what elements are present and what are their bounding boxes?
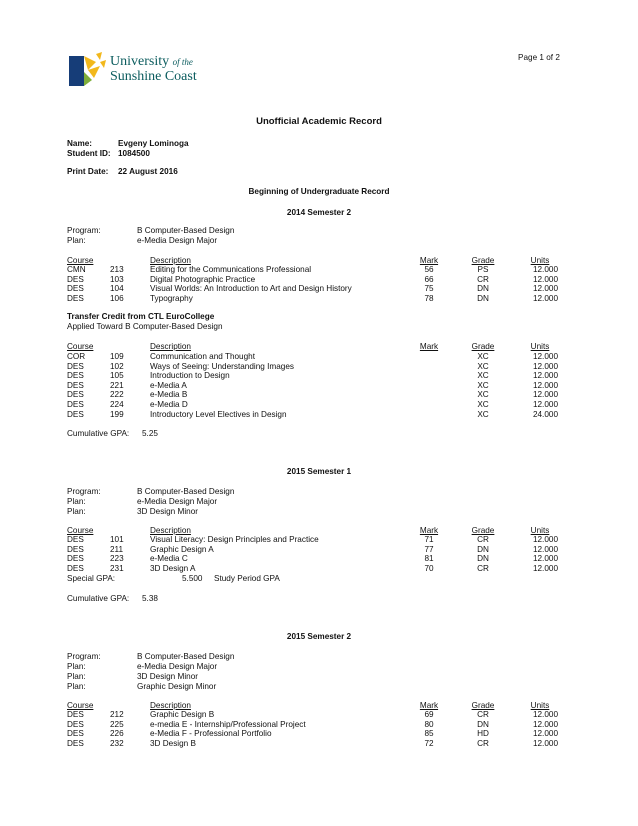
course-number: 199 — [110, 409, 124, 419]
course-subject: DES — [67, 390, 84, 400]
name-value: Evgeny Lominoga — [118, 139, 189, 148]
course-mark: 75 — [424, 284, 434, 294]
course-description: Visual Literacy: Design Principles and Practice — [150, 535, 319, 544]
course-units: 12.000 — [532, 400, 558, 409]
course-grade: XC — [477, 409, 489, 419]
course-number: 224 — [110, 400, 124, 409]
col-description: Description — [150, 701, 191, 710]
course-units: 12.000 — [532, 265, 558, 274]
print-date-value: 22 August 2016 — [118, 167, 178, 176]
course-mark: 56 — [424, 265, 434, 274]
course-description: Communication and Thought — [150, 352, 255, 361]
course-subject: DES — [67, 710, 84, 719]
plan-label: Plan: — [67, 236, 86, 245]
course-subject: COR — [67, 352, 86, 361]
course-number: 221 — [110, 380, 124, 390]
course-subject: DES — [67, 535, 84, 544]
course-subject: DES — [67, 409, 84, 419]
col-mark: Mark — [419, 526, 439, 535]
course-mark: 81 — [424, 554, 434, 564]
table-row — [0, 294, 638, 304]
course-units: 12.000 — [532, 352, 558, 361]
program-value: B Computer-Based Design — [137, 652, 235, 661]
course-subject: DES — [67, 293, 84, 303]
course-description: Editing for the Communications Professional — [150, 265, 312, 274]
course-subject: DES — [67, 729, 84, 739]
course-units: 12.000 — [532, 710, 558, 719]
course-units: 24.000 — [532, 409, 558, 419]
plan-label: Plan: — [67, 682, 86, 691]
col-description: Description — [150, 526, 191, 535]
table-row — [0, 284, 638, 294]
course-mark: 77 — [424, 544, 434, 554]
course-subject: DES — [67, 371, 84, 381]
page-number: Page 1 of 2 — [518, 53, 560, 62]
course-units: 12.000 — [532, 544, 558, 554]
course-description: 3D Design B — [150, 738, 196, 748]
course-subject: CMN — [67, 265, 86, 274]
course-grade: CR — [477, 535, 489, 544]
table-row — [0, 710, 638, 720]
program-value: B Computer-Based Design — [137, 487, 235, 496]
course-units: 12.000 — [532, 361, 558, 371]
course-description: Digital Photographic Practice — [150, 274, 256, 284]
table-row — [0, 371, 638, 381]
table-row — [0, 410, 638, 420]
semester-title: 2015 Semester 1 — [286, 467, 352, 476]
course-units: 12.000 — [532, 284, 558, 294]
course-description: e-media E - Internship/Professional Project — [150, 719, 306, 729]
col-course: Course — [67, 701, 94, 710]
course-number: 231 — [110, 563, 124, 573]
course-units: 12.000 — [532, 554, 558, 564]
program-label: Program: — [67, 487, 101, 496]
course-number: 106 — [110, 293, 124, 303]
course-grade: CR — [477, 710, 489, 719]
course-number: 109 — [110, 352, 124, 361]
course-units: 12.000 — [532, 293, 558, 303]
col-mark: Mark — [419, 256, 439, 265]
table-row — [0, 720, 638, 730]
course-mark: 69 — [424, 710, 434, 719]
col-grade: Grade — [471, 526, 495, 535]
course-number: 226 — [110, 729, 124, 739]
plan-label: Plan: — [67, 672, 86, 681]
col-course: Course — [67, 256, 94, 265]
special-gpa-label: Special GPA: — [67, 574, 116, 583]
course-number: 225 — [110, 719, 124, 729]
course-number: 101 — [110, 535, 124, 544]
logo-line2: Sunshine Coast — [110, 69, 197, 84]
course-units: 12.000 — [532, 380, 558, 390]
course-grade: XC — [477, 361, 489, 371]
semester-title: 2015 Semester 2 — [286, 632, 352, 641]
course-units: 12.000 — [532, 371, 558, 381]
name-label: Name: — [67, 139, 93, 148]
course-mark: 66 — [424, 274, 434, 284]
course-description: Graphic Design A — [150, 544, 214, 554]
col-grade: Grade — [471, 342, 495, 351]
logo-line1-small: of the — [172, 57, 193, 67]
table-row — [0, 545, 638, 555]
course-subject: DES — [67, 274, 84, 284]
course-description: Typography — [150, 293, 193, 303]
course-mark: 70 — [424, 563, 434, 573]
course-units: 12.000 — [532, 390, 558, 400]
cumulative-gpa-value: 5.38 — [142, 594, 158, 603]
semester-title: 2014 Semester 2 — [286, 208, 352, 217]
col-units: Units — [530, 526, 550, 535]
course-subject: DES — [67, 719, 84, 729]
course-mark: 71 — [424, 535, 434, 544]
course-description: e-Media D — [150, 400, 188, 409]
course-grade: HD — [477, 729, 489, 739]
sunshine-logo-icon — [66, 52, 110, 88]
course-number: 222 — [110, 390, 124, 400]
course-units: 12.000 — [532, 738, 558, 748]
cumulative-gpa-label: Cumulative GPA: — [67, 594, 130, 603]
course-number: 212 — [110, 710, 124, 719]
col-description: Description — [150, 342, 191, 351]
course-subject: DES — [67, 738, 84, 748]
course-grade: XC — [477, 400, 489, 409]
plan-value: e-Media Design Major — [137, 497, 218, 506]
program-label: Program: — [67, 652, 101, 661]
col-description: Description — [150, 256, 191, 265]
print-date-label: Print Date: — [67, 167, 109, 176]
record-heading: Beginning of Undergraduate Record — [248, 187, 390, 196]
program-value: B Computer-Based Design — [137, 226, 235, 235]
course-mark: 78 — [424, 293, 434, 303]
table-row — [0, 265, 638, 275]
table-row — [0, 352, 638, 362]
course-mark: 72 — [424, 738, 434, 748]
course-subject: DES — [67, 284, 84, 294]
transfer-title: Transfer Credit from CTL EuroCollege — [67, 312, 215, 321]
course-description: Visual Worlds: An Introduction to Art and Design History — [150, 284, 352, 294]
col-units: Units — [530, 342, 550, 351]
course-grade: DN — [477, 293, 489, 303]
university-logo — [66, 50, 196, 90]
course-number: 103 — [110, 274, 124, 284]
course-mark: 85 — [424, 729, 434, 739]
course-number: 211 — [110, 544, 124, 554]
plan-label: Plan: — [67, 507, 86, 516]
transfer-subtitle: Applied Toward B Computer-Based Design — [67, 322, 223, 331]
course-grade: XC — [477, 352, 489, 361]
course-mark: 80 — [424, 719, 434, 729]
course-number: 102 — [110, 361, 124, 371]
program-label: Program: — [67, 226, 101, 235]
course-number: 223 — [110, 554, 124, 564]
course-description: e-Media F - Professional Portfolio — [150, 729, 272, 739]
course-subject: DES — [67, 563, 84, 573]
course-grade: XC — [477, 390, 489, 400]
course-grade: DN — [477, 544, 489, 554]
course-description: e-Media C — [150, 554, 188, 564]
course-units: 12.000 — [532, 729, 558, 739]
special-gpa-note: Study Period GPA — [214, 574, 280, 583]
plan-label: Plan: — [67, 662, 86, 671]
col-mark: Mark — [419, 342, 439, 351]
col-units: Units — [530, 701, 550, 710]
col-grade: Grade — [471, 701, 495, 710]
table-row — [0, 564, 638, 574]
table-row — [0, 381, 638, 391]
course-description: e-Media B — [150, 390, 188, 400]
col-course: Course — [67, 342, 94, 351]
table-row — [0, 554, 638, 564]
col-course: Course — [67, 526, 94, 535]
plan-value: 3D Design Minor — [137, 507, 198, 516]
course-units: 12.000 — [532, 563, 558, 573]
table-row — [0, 275, 638, 285]
course-number: 213 — [110, 265, 124, 274]
logo-line1: University — [110, 54, 170, 69]
course-grade: DN — [477, 719, 489, 729]
course-grade: CR — [477, 563, 489, 573]
table-row — [0, 400, 638, 410]
special-gpa-value: 5.500 — [182, 574, 203, 583]
course-grade: XC — [477, 380, 489, 390]
col-units: Units — [530, 256, 550, 265]
plan-label: Plan: — [67, 497, 86, 506]
course-number: 105 — [110, 371, 124, 381]
plan-value: e-Media Design Major — [137, 236, 218, 245]
table-row — [0, 739, 638, 749]
course-description: e-Media A — [150, 380, 187, 390]
course-grade: DN — [477, 554, 489, 564]
course-description: Graphic Design B — [150, 710, 215, 719]
column-header-row — [0, 342, 638, 352]
col-grade: Grade — [471, 256, 495, 265]
course-subject: DES — [67, 554, 84, 564]
course-grade: PS — [477, 265, 489, 274]
course-description: Introductory Level Electives in Design — [150, 409, 287, 419]
course-grade: CR — [477, 274, 489, 284]
course-description: Ways of Seeing: Understanding Images — [150, 361, 294, 371]
course-number: 104 — [110, 284, 124, 294]
table-row — [0, 729, 638, 739]
course-units: 12.000 — [532, 719, 558, 729]
course-subject: DES — [67, 380, 84, 390]
course-number: 232 — [110, 738, 124, 748]
cumulative-gpa-label: Cumulative GPA: — [67, 429, 130, 438]
plan-value: e-Media Design Major — [137, 662, 218, 671]
student-id-value: 1084500 — [118, 149, 150, 158]
course-description: 3D Design A — [150, 563, 196, 573]
course-grade: DN — [477, 284, 489, 294]
cumulative-gpa-value: 5.25 — [142, 429, 158, 438]
course-units: 12.000 — [532, 535, 558, 544]
table-row — [0, 362, 638, 372]
table-row — [0, 390, 638, 400]
col-mark: Mark — [419, 701, 439, 710]
course-units: 12.000 — [532, 274, 558, 284]
course-subject: DES — [67, 361, 84, 371]
student-id-label: Student ID: — [67, 149, 111, 158]
course-grade: CR — [477, 738, 489, 748]
course-subject: DES — [67, 400, 84, 409]
course-grade: XC — [477, 371, 489, 381]
plan-value: Graphic Design Minor — [137, 682, 217, 691]
course-description: Introduction to Design — [150, 371, 230, 381]
course-subject: DES — [67, 544, 84, 554]
document-title: Unofficial Academic Record — [256, 116, 382, 127]
table-row — [0, 535, 638, 545]
plan-value: 3D Design Minor — [137, 672, 198, 681]
